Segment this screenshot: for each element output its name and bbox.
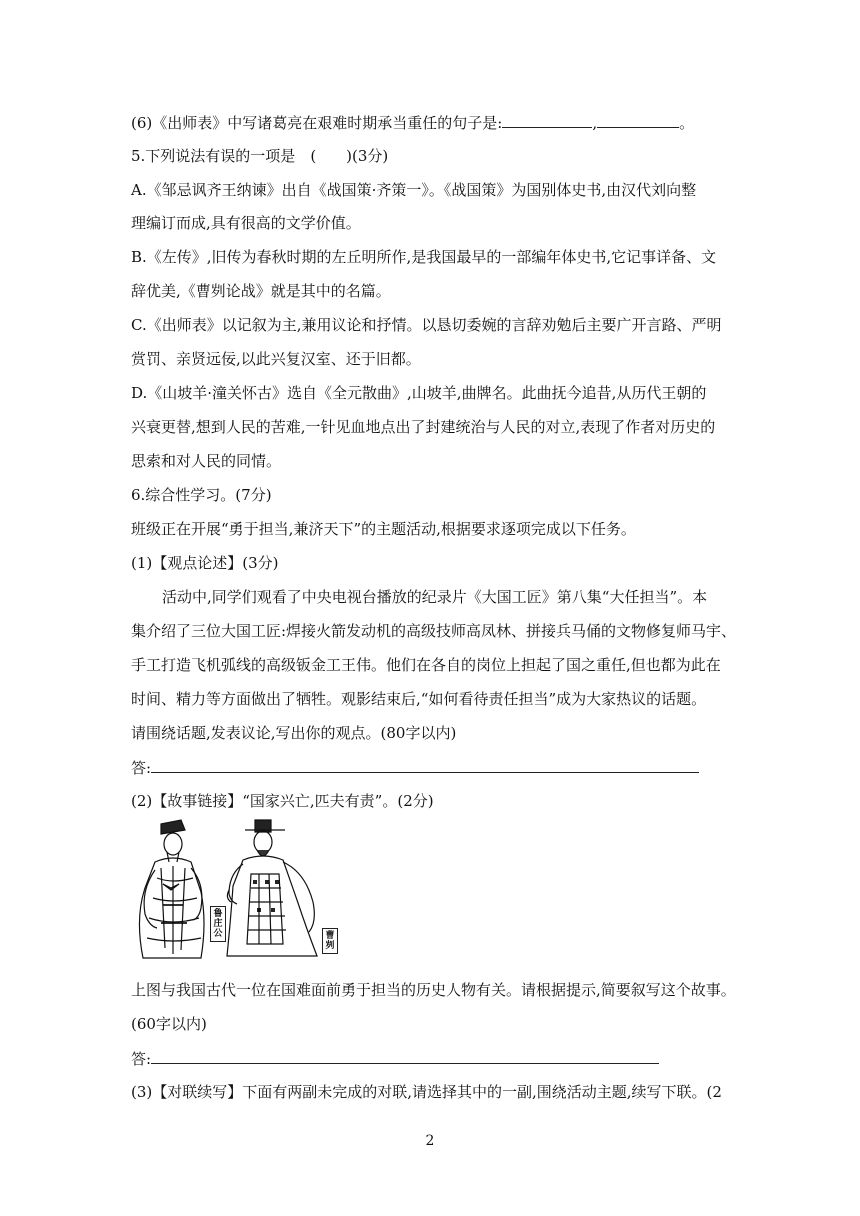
answer-label: 答:: [131, 759, 152, 777]
q6-part3-line1: (3)【对联续写】下面有两副未完成的对联,请选择其中的一副,围绕活动主题,续写下联。(2: [131, 1083, 722, 1101]
page-number: 2: [425, 1133, 435, 1149]
answer-label-2: 答:: [131, 1050, 152, 1068]
q6-part2-title: (2)【故事链接】“国家兴亡,匹夫有责”。(2分): [131, 792, 434, 810]
q6-part1-title: (1)【观点论述】(3分): [131, 554, 279, 572]
q6-part1-line1: 活动中,同学们观看了中央电视台播放的纪录片《大国工匠》第八集“大任担当”。本: [162, 588, 708, 606]
q4-6-text: (6)《出师表》中写诸葛亮在艰难时期承当重任的句子是:: [131, 114, 503, 132]
q5-option-c-line1: C.《出师表》以记叙为主,兼用议论和抒情。以恳切委婉的言辞劝勉后主要广开言路、严明: [131, 316, 722, 334]
answer-blank-2[interactable]: [597, 112, 679, 128]
q5-stem: 5.下列说法有误的一项是 ( )(3分): [131, 147, 389, 165]
answer-line-1: [131, 757, 699, 778]
q5-option-d-line2: 兴衰更替,想到人民的苦难,一针见血地点出了封建统治与人民的对立,表现了作者对历史的: [131, 418, 716, 436]
q6-part2-line1: 上图与我国古代一位在国难面前勇于担当的历史人物有关。请根据提示,简要叙写这个故事。: [131, 981, 736, 999]
q4-6-end: 。: [679, 114, 695, 132]
q5-option-d-line1: D.《山坡羊·潼关怀古》选自《全元散曲》,山坡羊,曲牌名。此曲抚今追昔,从历代王朝的: [131, 384, 707, 402]
q5-option-d-line3: 思索和对人民的同情。: [131, 452, 282, 470]
historical-figures-illustration: [133, 818, 363, 964]
answer-field-1[interactable]: [151, 757, 699, 773]
q5-option-b-line1: B.《左传》,旧传为春秋时期的左丘明所作,是我国最早的一部编年体史书,它记事详备、文: [131, 248, 717, 266]
figure-label-cao-gui: 曹刿: [322, 928, 338, 954]
q6-stem: 6.综合性学习。(7分): [131, 486, 272, 504]
q6-part1-line4: 时间、精力等方面做出了牺牲。观影结束后,“如何看待责任担当”成为大家热议的话题。: [131, 690, 707, 708]
figure-label-lu-zhuang-gong: 鲁庄公: [210, 906, 226, 942]
q6-intro: 班级正在开展“勇于担当,兼济天下”的主题活动,根据要求逐项完成以下任务。: [131, 520, 636, 538]
q4-6-sep: ,: [592, 114, 598, 132]
answer-field-2[interactable]: [151, 1048, 659, 1064]
q6-part2-line2: (60字以内): [131, 1015, 207, 1033]
q5-option-a-line2: 理编订而成,具有很高的文学价值。: [131, 214, 361, 232]
q6-part1-line5: 请围绕话题,发表议论,写出你的观点。(80字以内): [131, 724, 457, 742]
q5-option-b-line2: 辞优美,《曹刿论战》就是其中的名篇。: [131, 282, 391, 300]
q6-part1-line3: 手工打造飞机弧线的高级钣金工王伟。他们在各自的岗位上担起了国之重任,但也都为此在: [131, 656, 721, 674]
answer-blank-1[interactable]: [502, 112, 592, 128]
q4-6-line: [131, 112, 694, 133]
answer-line-2: [131, 1048, 659, 1069]
q5-option-c-line2: 赏罚、亲贤远佞,以此兴复汉室、还于旧都。: [131, 350, 421, 368]
q6-part1-line2: 集介绍了三位大国工匠:焊接火箭发动机的高级技师高凤林、拼接兵马俑的文物修复师马宇、: [131, 622, 737, 640]
q5-option-a-line1: A.《邹忌讽齐王纳谏》出自《战国策·齐策一》。《战国策》为国别体史书,由汉代刘向整: [131, 181, 697, 199]
